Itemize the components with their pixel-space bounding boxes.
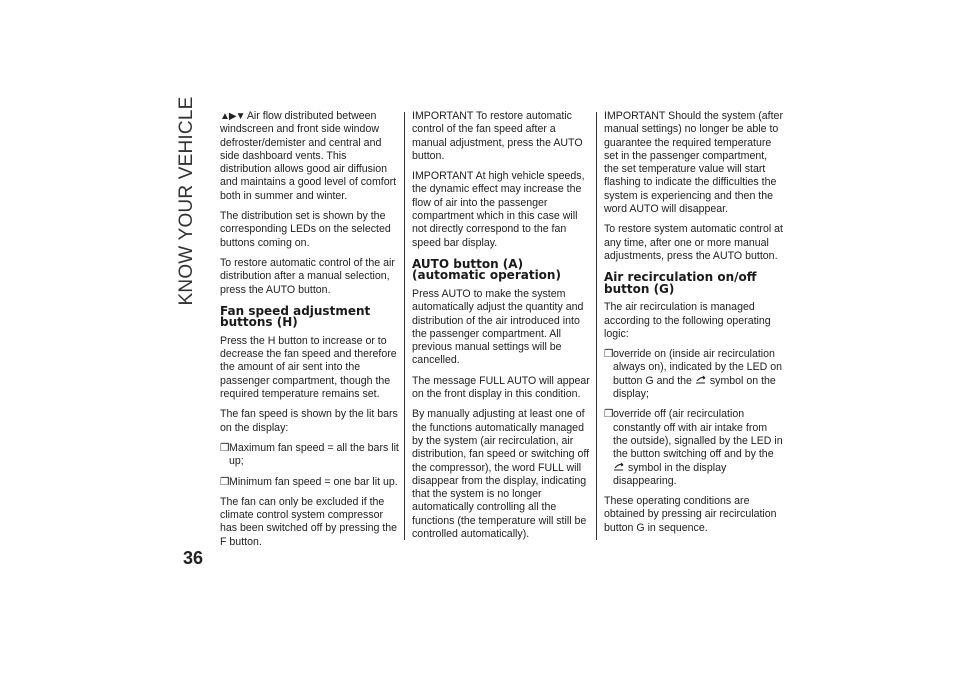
air-distribution-paragraph: ▲▶▼ Air flow distributed between windscreen and front side window defroster/demister and central and side dashboard vents. This distribution allows good air diffusion and maintains a good level of comfort both in summer and winter.: [220, 110, 397, 202]
column-1: [220, 110, 400, 556]
column-divider-right: [596, 112, 597, 540]
section-side-title: KNOW YOUR VEHICLE: [176, 96, 197, 306]
column-2: [412, 110, 592, 548]
list-item: ❒ override on (inside air recirculation always on), indicated by the LED on button G and the symbol on the display;: [604, 348, 783, 401]
column-3: [604, 110, 784, 542]
air-recirculation-icon: [613, 462, 625, 472]
air-distribution-arrows-icon: ▲▶▼: [220, 111, 245, 122]
paragraph: The fan speed is shown by the lit bars on the display:: [220, 408, 398, 434]
paragraph: Press the H button to increase or to decrease the fan speed and therefore the amount of air sent into the passenger compartment, though the required temperature remains set.: [220, 334, 397, 401]
air-recirculation-icon: [695, 375, 707, 385]
checkbox-bullet-icon: ❒: [604, 408, 614, 421]
paragraph: The fan can only be excluded if the climate control system compressor has been switched off by pressing the F button.: [220, 495, 398, 548]
paragraph: IMPORTANT Should the system (after manual settings) no longer be able to guarantee the required temperature set in the passenger compartment, the set temperature value will start flashing to indicate the difficulties the system is experiencing and then the word AUTO will disappear.: [604, 110, 783, 216]
list-item: ❒ Maximum fan speed = all the bars lit up;: [220, 441, 399, 468]
checkbox-bullet-icon: ❒: [604, 348, 614, 361]
paragraph: The message FULL AUTO will appear on the front display in this condition.: [412, 374, 590, 401]
paragraph: IMPORTANT To restore automatic control of the fan speed after a manual adjustment, press the AUTO button.: [412, 110, 583, 162]
page-number: 36: [183, 548, 204, 568]
section-heading-fan-speed: Fan speed adjustment buttons (H): [220, 303, 371, 330]
paragraph: The distribution set is shown by the corresponding LEDs on the selected buttons coming on.: [220, 210, 391, 249]
section-heading-air-recirculation: Air recirculation on/off button (G): [604, 270, 757, 296]
paragraph: By manually adjusting at least one of the functions automatically managed by the system (air recirculation, air distribution, fan speed or switching off the compressor), the word FULL will disappear from the display, indicating that the system is no longer automatically controlling all the functions (the temperature will still be controlled automatically).: [412, 408, 590, 541]
paragraph: To restore automatic control of the air distribution after a manual selection, press the AUTO button.: [220, 256, 395, 296]
section-heading-auto-button: AUTO button (A) (automatic operation): [412, 256, 561, 283]
checkbox-bullet-icon: ❒: [220, 475, 230, 488]
paragraph: These operating conditions are obtained by pressing air recirculation button G in sequence.: [604, 495, 777, 534]
paragraph: To restore system automatic control at any time, after one or more manual adjustments, press the AUTO button.: [604, 223, 783, 262]
list-item: ❒ Minimum fan speed = one bar lit up.: [220, 475, 398, 488]
paragraph: The air recirculation is managed according to the following operating logic:: [604, 301, 771, 340]
paragraph: IMPORTANT At high vehicle speeds, the dynamic effect may increase the flow of air into the passenger compartment which in this case will not directly correspond to the fan speed bar display.: [412, 170, 585, 249]
list-item: ❒ override off (air recirculation constantly off with air intake from the outside), signalled by the LED in the button switching off and by the symbol in the display disappearing.: [604, 408, 783, 487]
checkbox-bullet-icon: ❒: [220, 441, 230, 454]
column-divider-left: [404, 112, 405, 540]
paragraph: Press AUTO to make the system automatically adjust the quantity and distribution of the air introduced into the passenger compartment. All previous manual settings will be cancelled.: [412, 287, 584, 367]
